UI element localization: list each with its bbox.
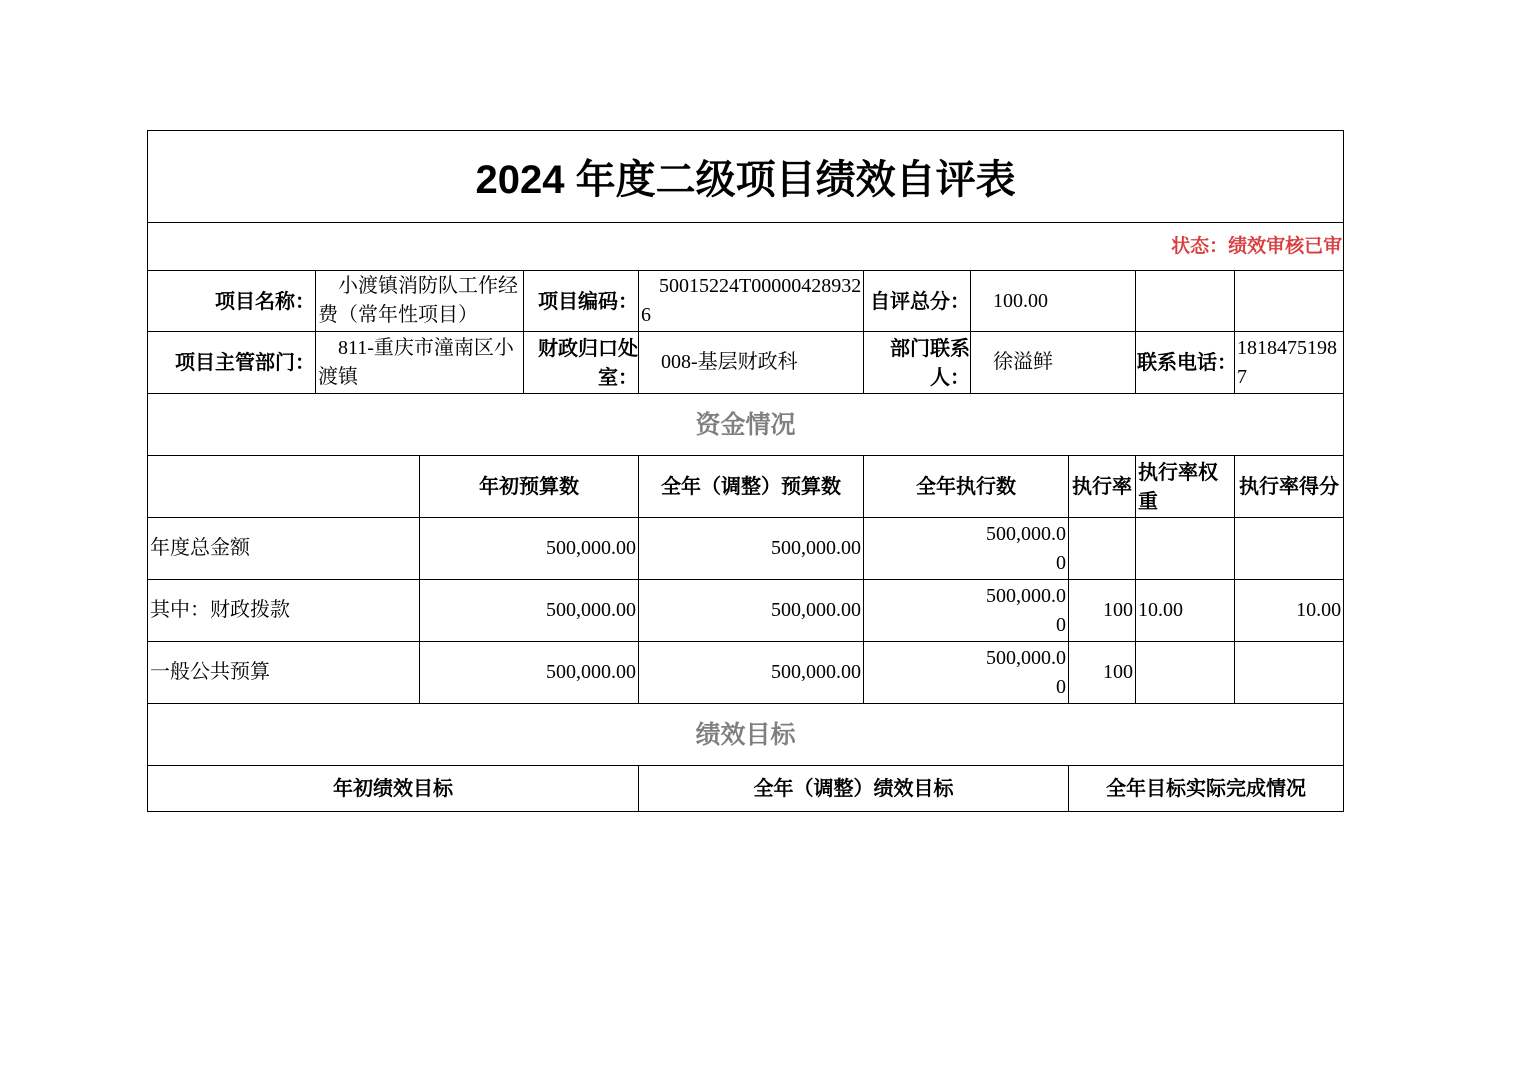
initial-budget-cell: 500,000.00 (420, 580, 639, 642)
project-name-value: 小渡镇消防队工作经费（常年性项目） (316, 271, 524, 332)
rate-weight-cell (1136, 518, 1235, 580)
funds-row (148, 518, 1344, 580)
phone-label: 联系电话： (1136, 332, 1235, 394)
title-row (148, 131, 1344, 223)
initial-budget-cell: 500,000.00 (420, 518, 639, 580)
initial-budget-cell: 500,000.00 (420, 642, 639, 704)
adjusted-budget-cell: 500,000.00 (639, 580, 864, 642)
funds-header-executed: 全年执行数 (864, 456, 1069, 518)
performance-section-title: 绩效目标 (148, 704, 1344, 766)
performance-header-initial: 年初绩效目标 (148, 766, 639, 812)
department-info-row (148, 332, 1344, 394)
rate-score-cell (1235, 642, 1344, 704)
rate-weight-cell (1136, 642, 1235, 704)
empty-cell (1235, 271, 1344, 332)
rate-score-cell: 10.00 (1235, 580, 1344, 642)
funds-header-adjusted-budget: 全年（调整）预算数 (639, 456, 864, 518)
department-value: 811-重庆市潼南区小渡镇 (316, 332, 524, 394)
performance-header-actual: 全年目标实际完成情况 (1069, 766, 1344, 812)
funds-row (148, 580, 1344, 642)
funds-header-rate-weight: 执行率权重 (1136, 456, 1235, 518)
funds-header-rate-score: 执行率得分 (1235, 456, 1344, 518)
department-label: 项目主管部门： (148, 332, 316, 394)
performance-header-row (148, 766, 1344, 812)
project-info-row (148, 271, 1344, 332)
adjusted-budget-cell: 500,000.00 (639, 518, 864, 580)
performance-header-adjusted: 全年（调整）绩效目标 (639, 766, 1069, 812)
rate-score-cell (1235, 518, 1344, 580)
self-score-label: 自评总分： (864, 271, 971, 332)
contact-person-label: 部门联系人： (864, 332, 971, 394)
self-score-value: 100.00 (971, 271, 1136, 332)
funds-header-blank (148, 456, 420, 518)
executed-value: 500,000.00 (986, 522, 1066, 574)
evaluation-table (147, 130, 1344, 812)
project-name-label: 项目名称： (148, 271, 316, 332)
funds-section-row (148, 394, 1344, 456)
funds-row-label: 一般公共预算 (148, 642, 420, 704)
performance-section-row (148, 704, 1344, 766)
funds-row (148, 642, 1344, 704)
status-text: 状态：绩效审核已审 (148, 223, 1344, 271)
finance-office-value: 008-基层财政科 (639, 332, 864, 394)
contact-person-value: 徐溢鲜 (971, 332, 1136, 394)
adjusted-budget-cell: 500,000.00 (639, 642, 864, 704)
funds-row-label: 其中：财政拨款 (148, 580, 420, 642)
executed-cell (864, 518, 1069, 580)
funds-header-initial-budget: 年初预算数 (420, 456, 639, 518)
execution-rate-cell: 100 (1069, 642, 1136, 704)
funds-header-row (148, 456, 1344, 518)
finance-office-label: 财政归口处室： (524, 332, 639, 394)
status-row (148, 223, 1344, 271)
funds-row-label: 年度总金额 (148, 518, 420, 580)
funds-section-title: 资金情况 (148, 394, 1344, 456)
project-code-value: 50015224T000004289326 (639, 271, 864, 332)
executed-value: 500,000.00 (986, 584, 1066, 636)
execution-rate-cell (1069, 518, 1136, 580)
phone-value: 18184751987 (1235, 332, 1344, 394)
executed-cell (864, 580, 1069, 642)
executed-value: 500,000.00 (986, 646, 1066, 698)
execution-rate-cell: 100 (1069, 580, 1136, 642)
form-title: 2024 年度二级项目绩效自评表 (148, 131, 1344, 223)
executed-cell (864, 642, 1069, 704)
project-code-label: 项目编码： (524, 271, 639, 332)
funds-header-execution-rate: 执行率 (1069, 456, 1136, 518)
rate-weight-cell: 10.00 (1136, 580, 1235, 642)
empty-cell (1136, 271, 1235, 332)
